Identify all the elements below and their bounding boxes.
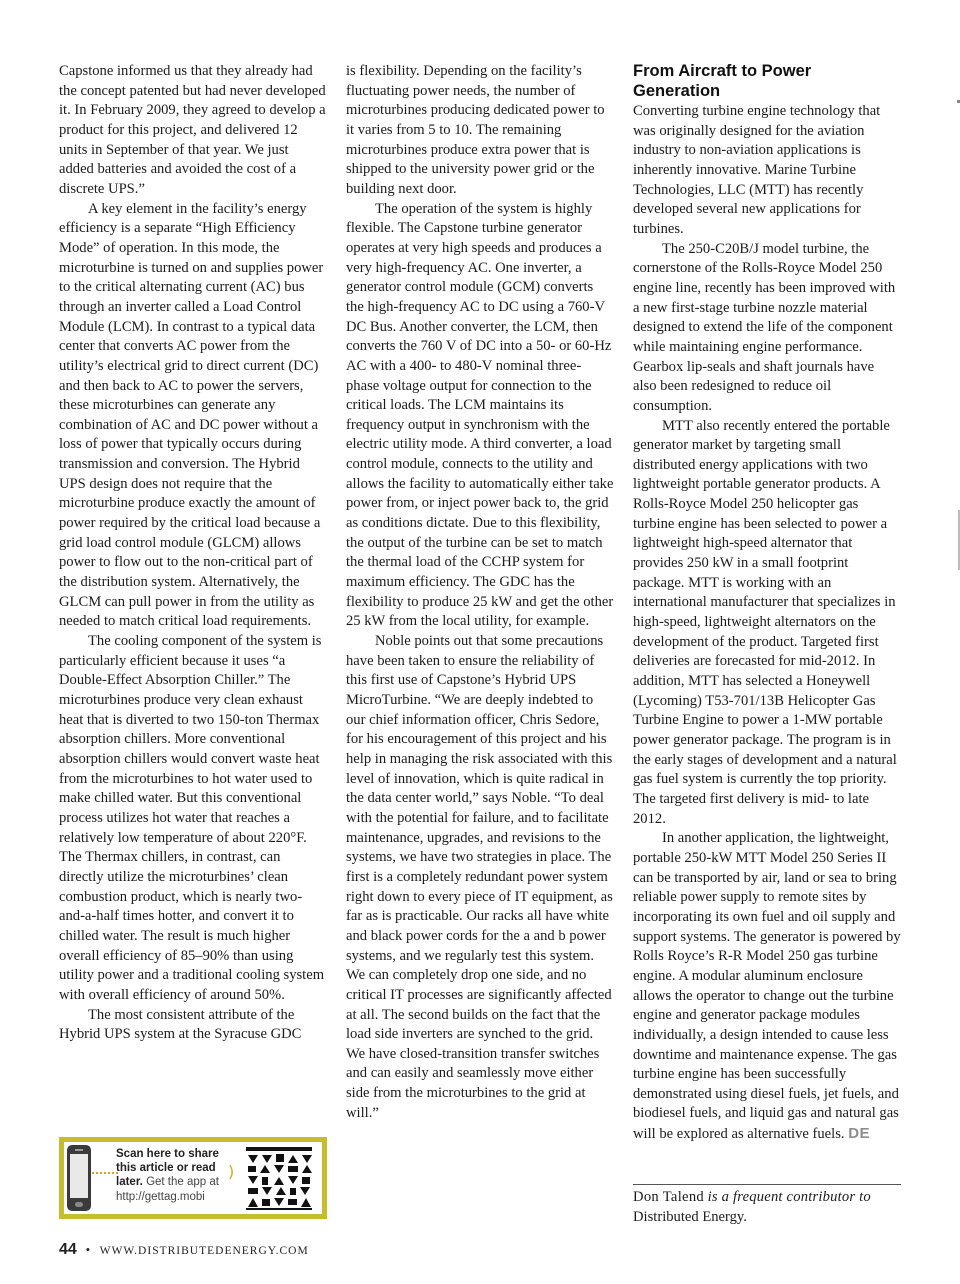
dotted-arrow-line xyxy=(92,1172,118,1174)
paragraph: The operation of the system is highly flexible. The Capstone turbine generator operates at very high speeds and produces a very high-frequency AC. One inverter, a generator control module (GCM) converts the high-frequency AC to DC using a 760-V DC Bus. Another converter, the LCM, then converts the 760 V of DC into a 50- or 60-Hz AC with a 400- to 480-V nominal three-phase voltage output for connection to the critical loads. The LCM maintains its frequency output in synchronism with the electric utility mode. A third converter, a load control module, connects to the utility and allows the facility to automatically either take power from, or inject power back to, the grid as conditions dictate. Due to this flexibility, the output of the turbine can be set to match the thermal load of the CCHP system for maximum efficiency. The GDC has the flexibility to produce 25 kW and get the other 25 kW from the local utility, for example. xyxy=(346,200,614,630)
author-bio xyxy=(633,1184,901,1227)
paragraph: Converting turbine engine technology that was originally designed for the aviation industry to non-aviation applications is inherently innovative. Marine Turbine Technologies, LLC (MTT) has recently developed several new applications for turbines. xyxy=(633,103,881,237)
paragraph-text: In another application, the lightweight, portable 250-kW MTT Model 250 Series II can be transported by air, land or sea to bring reliable power supply to remote sites by incorporating its own fuel and oil supply and support systems. The generator is powered by Rolls Royce’s R-R Model 250 gas turbine engine. A modular aluminum enclosure allows the operator to change out the turbine engine and generator package modules individually, a design intended to cause less downtime and maintenance expense. The gas turbine engine has been successfully demonstrated using diesel fuels, jet fuels, and biodiesel fuels, and liquid gas and natural gas will be explored as alternative fuels. xyxy=(633,830,901,1143)
qr-code-icon[interactable] xyxy=(244,1145,314,1211)
paragraph: MTT also recently entered the portable generator market by targeting small distributed energy applications with two lightweight portable generator products. A Rolls-Royce Model 250 helicopter gas turbine engine has been selected to power a lightweight high-speed alternator that provides 250 kW in a small footprint package. MTT is working with an international manufacturer that specializes in high-speed, lightweight alternators on the development of the product. Targeted first deliveries are forecasted for mid-2012. In addition, MTT has selected a Honeywell (Lycoming) T53-701/13B Helicopter Gas Turbine Engine to power a 1-MW portable power generator package. The program is in the early stages of development and a natural gas fuel system is currently the top priority. The targeted first delivery is mid- to late 2012. xyxy=(633,417,897,827)
scan-promo-box[interactable] xyxy=(59,1137,327,1219)
sidebar-column xyxy=(633,62,901,1145)
paragraph: Capstone informed us that they already had the concept patented but had never developed it. In February 2009, they agreed to develop a product for this project, and delivered 12 units in September of that year. We just added batteries and avoided the cost of a discrete UPS.” xyxy=(59,63,326,197)
paragraph: Noble points out that some precautions have been taken to ensure the reliability of this first use of Capstone’s Hybrid UPS MicroTurbine. “We are deeply indebted to our chief information officer, Chris Sedore, for his encouragement of this project and his help in managing the risk associated with this level of innovation, which is quite radical in the data center world,” says Noble. “To deal with the potential for failure, and to facilitate maintenance, upgrades, and revisions to the systems, we have two strategies in place. The first is a completely redundant power system right down to every piece of IT equipment, as far as is practicable. Our racks all have white and black power cords for the a and b power systems, and we regularly test this system. We can completely drop one side, and no critical IT processes are significantly affected at all. The second builds on the fact that the load side inverters are synched to the grid. We have closed-transition transfer switches and can easily and seamlessly move either side from the microturbines to the grid at will.” xyxy=(346,633,613,1121)
scan-promo-text xyxy=(116,1147,234,1204)
footer-website[interactable]: WWW.DISTRIBUTEDENERGY.COM xyxy=(99,1245,309,1257)
article-column-1 xyxy=(59,62,327,1045)
paragraph: The cooling component of the system is particularly efficient because it uses “a Double-Effect Absorption Chiller.” The microturbines produce very clean exhaust heat that is diverted to two 150-ton Thermax absorption chillers. More conventional absorption chillers would convert waste heat from the microturbines to hot water used to make chilled water. But this conventional process utilizes hot water that reaches a relatively low temperature of about 220°F. The Thermax chillers, in contrast, can directly utilize the microturbines’ clean combustion product, which is nearly two-and-a-half times hotter, and convert it to chilled water. The result is much higher overall efficiency of 85–90% than using utility power and a traditional cooling system with overall efficiency of around 50%. xyxy=(59,633,325,1003)
phone-icon xyxy=(67,1145,91,1211)
paragraph: A key element in the facility’s energy efficiency is a separate “High Efficiency Mode” of operation. In this mode, the microturbine is turned on and supplies power to the critical alternating current (AC) bus through an inverter called a Load Control Module (LCM). In contrast to a typical data center that converts AC power from the utility’s electrical grid to direct current (DC) and then back to AC to power the servers, these microturbines can generate any combination of AC and DC power without a loss of power that typically occurs during transmission and conversion. The Hybrid UPS design does not require that the microturbine produce exactly the amount of power required by the critical load because a grid load control module (GLCM) allows power to flow out to the non-critical part of the distribution system. Alternatively, the GLCM can pull power in from the utility as needed to match critical load requirements. xyxy=(59,200,324,630)
author-bio-text: is a frequent contributor to xyxy=(707,1189,871,1205)
paragraph-last xyxy=(633,829,901,1145)
author-name: Don Talend xyxy=(633,1189,705,1205)
arrow-right-icon: ) xyxy=(228,1162,235,1181)
paragraph: is flexibility. Depending on the facility’s fluctuating power needs, the number of microturbines producing dedicated power to it varies from 5 to 10. The remaining microturbines produce extra power that is shipped to the university power grid or the building next door. xyxy=(346,63,605,197)
publication-name: Distributed Energy. xyxy=(633,1208,747,1225)
footer-bullet: • xyxy=(85,1242,91,1257)
scan-promo-link: Get the app at http://gettag.mobi xyxy=(116,1176,219,1203)
scan-promo-bold: Scan here to share this article or read later. xyxy=(116,1148,219,1189)
paragraph: The 250-C20B/J model turbine, the cornerstone of the Rolls-Royce Model 250 engine line, recently has been improved with a new first-stage turbine nozzle material designed to extend the life of the component while maintaining engine performance. Gearbox lip-seals and shaft journals have also been redesigned to reduce oil consumption. xyxy=(633,240,896,414)
end-mark: DE xyxy=(848,1125,871,1143)
paragraph: The most consistent attribute of the Hybrid UPS system at the Syracuse GDC xyxy=(59,1006,302,1043)
sidebar-heading: From Aircraft to Power Generation xyxy=(633,62,812,100)
page-footer xyxy=(59,1241,309,1259)
article-column-2 xyxy=(346,62,614,1123)
page-number: 44 xyxy=(59,1241,77,1258)
